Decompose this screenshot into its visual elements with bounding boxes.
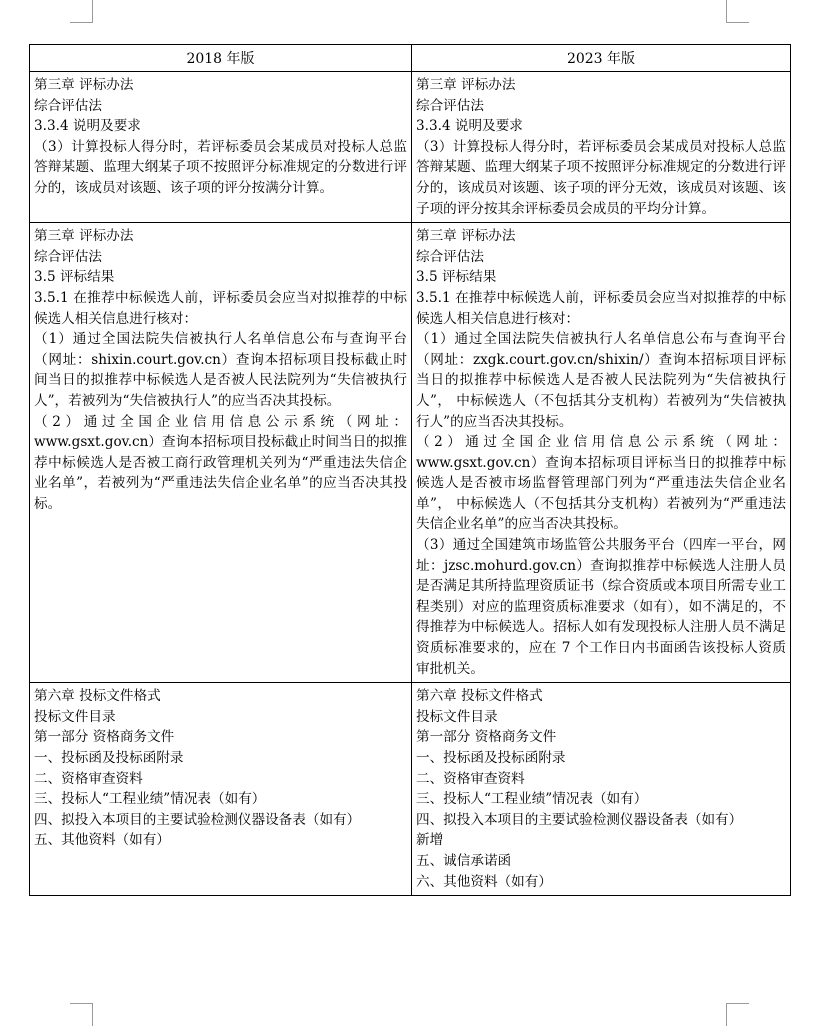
part-title: 第一部分 资格商务文件	[416, 729, 557, 746]
clause-text: （3）计算投标人得分时，若评标委员会某成员对投标人总监答辩某题、监理大纲某子项不按照评分标准规定的分数进行评分的，该成员对该题、该子项的评分按满分计算。	[34, 138, 407, 196]
section-title: 3.5 评标结果	[416, 269, 497, 286]
toc-title: 投标文件目录	[34, 708, 116, 725]
cell-2018-scoring	[30, 72, 412, 223]
cell-2018-results	[30, 223, 412, 683]
cell-2023-scoring	[412, 72, 791, 223]
crop-mark-top-left	[70, 0, 93, 23]
chapter-title: 第三章 评标办法	[34, 77, 134, 93]
list-item: 六、其他资料（如有）	[416, 873, 552, 890]
comparison-table	[29, 44, 791, 896]
chapter-title: 第六章 投标文件格式	[416, 688, 543, 705]
clause-text: 3.5.1 在推荐中标候选人前，评标委员会应当对拟推荐的中标候选人相关信息进行核对：	[34, 289, 407, 327]
clause-item-3: （3）通过全国建筑市场监管公共服务平台（四库一平台，网址：jzsc.mohurd.gov.cn）查询拟推荐中标候选人注册人员是否满足其所持监理资质证书（综合资质或本项目所需专业工程类别）对应的监理资质标准要求（如有），如不满足的，不得推荐为中标候选人。招标人如有发现投标人注册人员不满足资质标准要求的，应在 7 个工作日内书面函告该投标人资质审批机关。	[416, 537, 786, 677]
method-title: 综合评估法	[34, 248, 102, 265]
clause-item-2: （2）通过全国企业信用信息公示系统（网址：www.gsxt.gov.cn）查询本招标项目评标当日的拟推荐中标候选人是否被市场监督管理部门列为“严重违法失信企业名单”， 中标候选人（不包括其分支机构）若被列为“严重违法失信企业名单”的应当否决其投标。	[416, 434, 786, 533]
column-header-2023: 2023 年版	[412, 45, 791, 72]
list-item: 三、投标人“工程业绩”情况表（如有）	[34, 791, 266, 808]
chapter-title: 第三章 评标办法	[34, 228, 134, 245]
list-item: 五、诚信承诺函	[416, 852, 512, 869]
method-title: 综合评估法	[416, 248, 484, 265]
crop-mark-bottom-right	[726, 1003, 749, 1026]
list-item: 一、投标函及投标函附录	[34, 750, 184, 766]
cell-2023-format	[412, 683, 791, 896]
list-item: 一、投标函及投标函附录	[416, 750, 566, 766]
method-title: 综合评估法	[416, 97, 484, 114]
method-title: 综合评估法	[34, 97, 102, 114]
table-row-scoring	[30, 72, 791, 223]
cell-2023-results	[412, 223, 791, 683]
clause-text: （3）计算投标人得分时，若评标委员会某成员对投标人总监答辩某题、监理大纲某子项不按照评分标准规定的分数进行评分的，该成员对该题、该子项的评分无效，该成员对该题、该子项的评分按其余评标委员会成员的平均分计算。	[416, 138, 786, 217]
toc-title: 投标文件目录	[416, 708, 498, 725]
clause-item-1: （1）通过全国法院失信被执行人名单信息公布与查询平台（网址：shixin.court.gov.cn）查询本招标项目投标截止时间当日的拟推荐中标候选人是否被人民法院列为“失信被执行人”，若被列为“失信被执行人”的应当否决其投标。	[34, 331, 407, 409]
crop-mark-top-right	[726, 0, 749, 23]
crop-mark-bottom-left	[70, 1003, 93, 1026]
part-title: 第一部分 资格商务文件	[34, 729, 175, 746]
new-label: 新增	[416, 832, 444, 849]
list-item: 四、拟投入本项目的主要试验检测仪器设备表（如有）	[416, 811, 743, 828]
section-title: 3.5 评标结果	[34, 269, 115, 286]
clause-text: 3.5.1 在推荐中标候选人前，评标委员会应当对拟推荐的中标候选人相关信息进行核对：	[416, 289, 786, 327]
list-item: 二、资格审查资料	[416, 770, 525, 787]
chapter-title: 第六章 投标文件格式	[34, 688, 161, 705]
section-title: 3.3.4 说明及要求	[416, 118, 523, 135]
section-title: 3.3.4 说明及要求	[34, 118, 141, 135]
column-header-2018: 2018 年版	[30, 45, 412, 72]
cell-2018-format	[30, 683, 412, 896]
chapter-title: 第三章 评标办法	[416, 77, 516, 93]
list-item: 二、资格审查资料	[34, 770, 143, 787]
clause-item-2: （2）通过全国企业信用信息公示系统（网址：www.gsxt.gov.cn）查询本招标项目投标截止时间当日的拟推荐中标候选人是否被工商行政管理机关列为“严重违法失信企业名单”，若被列为“严重违法失信企业名单”的应当否决其投标。	[34, 413, 407, 512]
list-item: 五、其他资料（如有）	[34, 832, 170, 849]
clause-item-1: （1）通过全国法院失信被执行人名单信息公布与查询平台（网址：zxgk.court.gov.cn/shixin/）查询本招标项目评标当日的拟推荐中标候选人是否被人民法院列为“失信被执行人”， 中标候选人（不包括其分支机构）若被列为“失信被执行人”的应当否决其投标。	[416, 331, 786, 430]
chapter-title: 第三章 评标办法	[416, 228, 516, 245]
header-row	[30, 45, 791, 72]
table-row-format	[30, 683, 791, 896]
list-item: 三、投标人“工程业绩”情况表（如有）	[416, 791, 648, 808]
list-item: 四、拟投入本项目的主要试验检测仪器设备表（如有）	[34, 811, 361, 828]
table-row-results	[30, 223, 791, 683]
